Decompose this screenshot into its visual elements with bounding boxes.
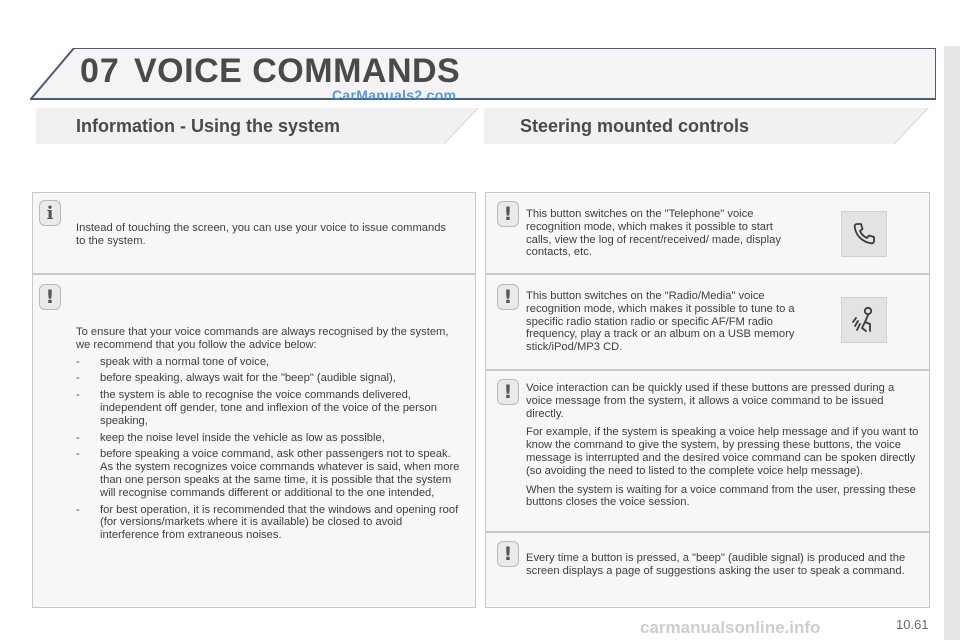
watermark-bottom: carmanualsonline.info bbox=[640, 618, 821, 637]
interaction-paragraph: When the system is waiting for a voice command from the user, pressing these buttons closes the voice session. bbox=[526, 483, 916, 509]
warning-icon: ! bbox=[497, 541, 519, 567]
advice-content bbox=[76, 326, 464, 542]
advice-intro: To ensure that your voice commands are always recognised by the system, we recommend that you follow the advice below: bbox=[76, 326, 449, 351]
advice-item: - the system is able to recognise the voice commands delivered, independent off gender, tone and inflexion of the voice of the person speaking, bbox=[76, 389, 464, 427]
advice-item: - speak with a normal tone of voice, bbox=[76, 356, 464, 369]
chapter-title: VOICE COMMANDS bbox=[134, 52, 461, 90]
interaction-paragraph: Voice interaction can be quickly used if these buttons are pressed during a voice message from the system, it allows a voice command to be issued directly. bbox=[526, 382, 895, 420]
warning-icon: ! bbox=[497, 284, 519, 310]
telephone-icon bbox=[841, 211, 887, 257]
beep-text: Every time a button is pressed, a "beep" (audible signal) is produced and the screen displays a page of suggestions asking the user to speak a command. bbox=[526, 552, 906, 577]
radio-text: This button switches on the "Radio/Media" voice recognition mode, which makes it possible to tune to a specific radio station radio or specific AF/FM radio frequency, play a track or an album on a USB memory stick/iPod/MP3 CD. bbox=[526, 290, 795, 354]
warning-icon: ! bbox=[497, 201, 519, 227]
advice-list bbox=[76, 356, 464, 542]
info-icon: i bbox=[39, 200, 61, 226]
advice-item: - before speaking a voice command, ask other passengers not to speak. As the system recognizes voice commands whatever is said, when more than one person speaks at the same time, it is possible that the system will recognise commands different or additional to the one intended, bbox=[76, 448, 464, 499]
voice-speaking-icon bbox=[841, 297, 887, 343]
watermark-top: CarManuals2.com bbox=[332, 87, 457, 103]
chapter-number: 07 bbox=[80, 52, 120, 90]
advice-item: - for best operation, it is recommended that the windows and opening roof (for versions/markets where it is available) be closed to avoid interference from extraneous noises. bbox=[76, 504, 464, 542]
advice-item: - before speaking, always wait for the "beep" (audible signal), bbox=[76, 372, 464, 385]
telephone-text: This button switches on the "Telephone" voice recognition mode, which makes it possible to start calls, view the log of recent/received/ made, display contacts, etc. bbox=[526, 208, 781, 259]
interaction-paragraph: For example, if the system is speaking a voice help message and if you want to know the command to give the system, by pressing these buttons, the voice message is interrupted and the desired voice command can be spoken directly (so avoiding the need to listed to the complete voice help message). bbox=[526, 426, 919, 477]
interaction-text bbox=[526, 382, 920, 515]
warning-icon: ! bbox=[39, 284, 61, 310]
page-side-strip bbox=[944, 46, 960, 640]
advice-item: - keep the noise level inside the vehicle as low as possible, bbox=[76, 432, 464, 445]
warning-icon: ! bbox=[497, 379, 519, 405]
right-section-title: Steering mounted controls bbox=[520, 116, 750, 136]
info-box-text: Instead of touching the screen, you can use your voice to issue commands to the system. bbox=[76, 222, 447, 247]
left-section-title: Information - Using the system bbox=[76, 116, 341, 136]
page-number: 10.61 bbox=[896, 617, 929, 632]
